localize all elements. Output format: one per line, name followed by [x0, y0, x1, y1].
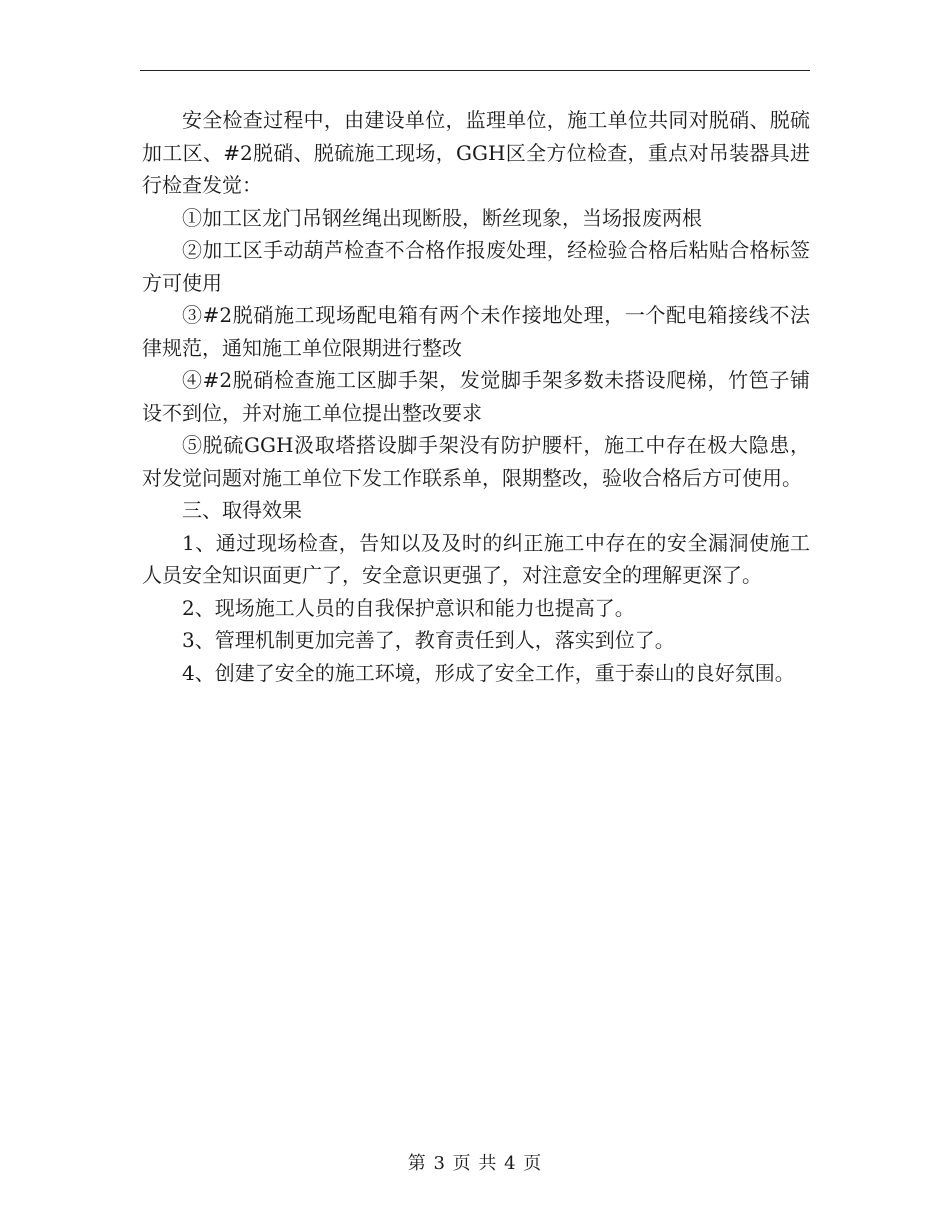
paragraph-finding-2: ②加工区手动葫芦检查不合格作报废处理，经检验合格后粘贴合格标签方可使用 — [142, 238, 810, 295]
paragraph-finding-3: ③#2脱硝施工现场配电箱有两个未作接地处理，一个配电箱接线不法律规范，通知施工单位限期进行整改 — [142, 303, 810, 360]
paragraph-inspection-intro: 安全检查过程中，由建设单位，监理单位，施工单位共同对脱硝、脱硫加工区、#2脱硝、脱硫施工现场，GGH区全方位检查，重点对吊装器具进行检查发觉： — [142, 108, 810, 197]
header-rule — [140, 70, 810, 71]
paragraph-result-2: 2、现场施工人员的自我保护意识和能力也提高了。 — [182, 595, 635, 620]
paragraph-result-3: 3、管理机制更加完善了，教育责任到人，落实到位了。 — [182, 628, 675, 652]
section-heading-results: 三、取得效果 — [182, 498, 302, 522]
paragraph-finding-1: ①加工区龙门吊钢丝绳出现断股，断丝现象，当场报废两根 — [182, 205, 702, 230]
page-number-footer: 第 3 页 共 4 页 — [407, 1153, 543, 1174]
paragraph-finding-4: ④#2脱硝检查施工区脚手架，发觉脚手架多数未搭设爬梯，竹笆子铺设不到位，并对施工单位提出整改要求 — [142, 368, 810, 425]
paragraph-result-4: 4、创建了安全的施工环境，形成了安全工作，重于泰山的良好氛围。 — [182, 660, 795, 685]
document-body — [142, 104, 810, 689]
paragraph-result-1: 1、通过现场检查，告知以及及时的纠正施工中存在的安全漏洞使施工人员安全知识面更广了，安全意识更强了，对注意安全的理解更深了。 — [142, 530, 810, 587]
paragraph-finding-5: ⑤脱硫GGH汲取塔搭设脚手架没有防护腰杆，施工中存在极大隐患，对发觉问题对施工单位下发工作联系单，限期整改，验收合格后方可使用。 — [142, 433, 810, 490]
